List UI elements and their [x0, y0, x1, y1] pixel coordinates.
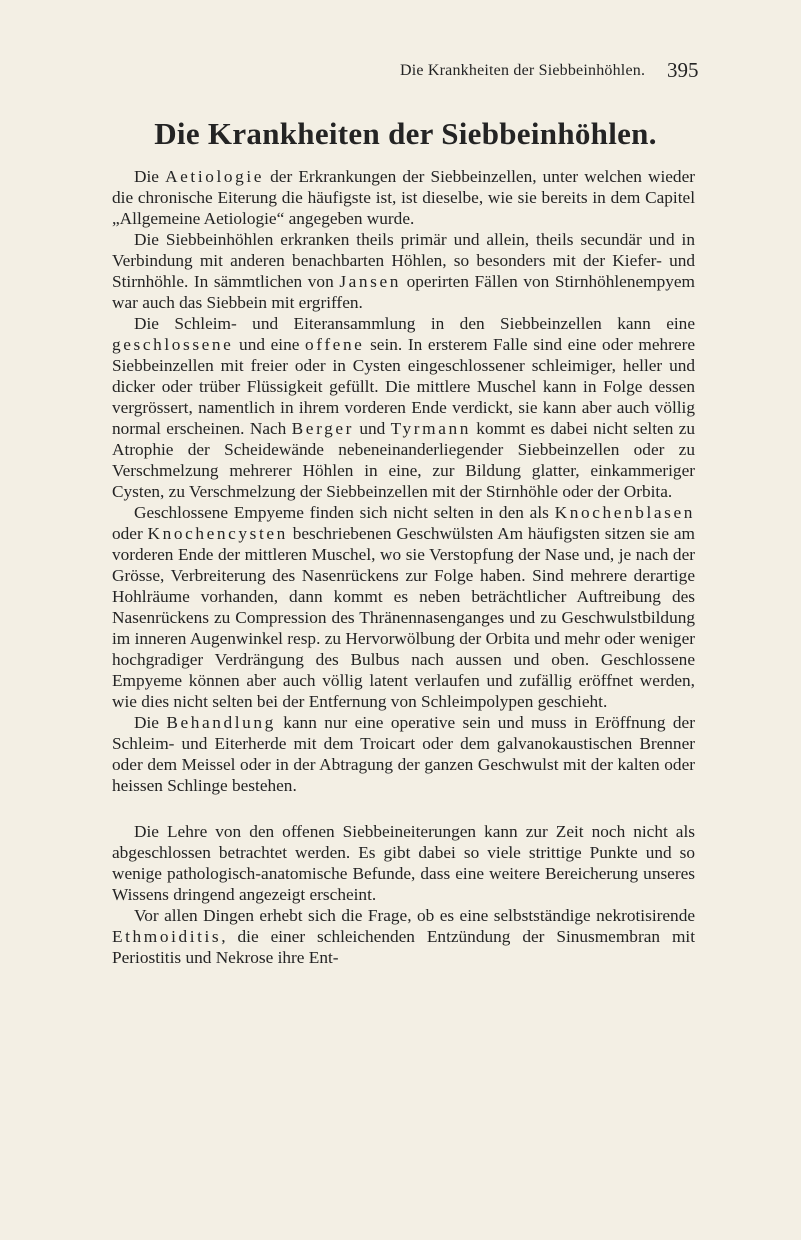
- spaced-term: Knochenblasen: [554, 503, 695, 522]
- text-run: , die einer schleichenden Entzündung der Sinusmembran mit Periostitis und Nekrose ihre Ent-: [112, 927, 695, 967]
- spaced-term: Behandlung: [166, 713, 276, 732]
- text-run: Geschlossene Empyeme finden sich nicht selten in den als: [134, 503, 555, 522]
- text-run: Die Siebbeinhöhlen erkranken theils primär und allein, theils secundär und in Verbindung mit anderen benachbarten Höhlen, so besonders mit der Kiefer- und Stirnhöhle. In sämmtlichen von: [112, 230, 695, 291]
- text-run: operirten Fällen von Stirnhöhlenempyem war auch das Siebbein mit ergriffen.: [112, 272, 695, 312]
- paragraph-primary-secondary: [112, 229, 695, 313]
- spaced-term: Aetiologie: [165, 167, 265, 186]
- paragraph-accumulation: [112, 313, 695, 502]
- running-head: Die Krankheiten der Siebbeinhöhlen.: [400, 62, 646, 79]
- text-run: kann nur eine operative sein und muss in Eröffnung der Schleim- und Eiterherde mit dem Troicart oder dem galvanokaustischen Brenner oder dem Meissel oder in der Abtragung der ganzen Geschwulst mit der kalten oder heissen Schlinge bestehen.: [112, 713, 695, 795]
- author-name: Tyrmann: [390, 419, 471, 438]
- text-run: Die Lehre von den offenen Siebbeineiterungen kann zur Zeit noch nicht als abgeschlossen betrachtet werden. Es gibt dabei so viele strittige Punkte und so wenige pathologisch-anatomische Befunde, dass eine weitere Bereicherung unseres Wissens dringend angezeigt erscheint.: [112, 822, 695, 904]
- chapter-title: Die Krankheiten der Siebbeinhöhlen.: [154, 116, 657, 151]
- paragraph-closed-empyema: [112, 502, 695, 712]
- body-text: [112, 166, 695, 968]
- text-run: Die: [134, 167, 166, 186]
- section-break: [112, 796, 695, 821]
- paragraph-open-suppuration: [112, 821, 695, 905]
- page-number: 395: [667, 58, 699, 82]
- author-name: Berger: [291, 419, 354, 438]
- spaced-term: Ethmoiditis: [112, 927, 222, 946]
- text-run: der Erkrankungen der Siebbeinzellen, unter welchen wieder die chronische Eiterung die häufigste ist, ist dieselbe, wie sie bereits in dem Capitel „Allgemeine Aetiologie“ angegeben wurde.: [112, 167, 695, 228]
- text-run: kommt es dabei nicht selten zu Atrophie der Scheidewände nebeneinanderliegender Siebbeinzellen oder zu Verschmelzung mehrerer Höhlen in eine, zur Bildung glatter, einkammeriger Cysten, zu Verschmelzung der Siebbeinzellen mit der Stirnhöhle oder der Orbita.: [112, 419, 696, 501]
- spaced-term: geschlossene: [112, 335, 234, 354]
- spaced-term: offene: [305, 335, 365, 354]
- text-run: Die: [134, 713, 167, 732]
- author-name: Jansen: [339, 272, 401, 291]
- spaced-term: Knochencysten: [147, 524, 288, 543]
- text-run: oder: [112, 524, 148, 543]
- paragraph-aetiology: [112, 166, 695, 229]
- paragraph-ethmoiditis: [112, 905, 695, 968]
- text-run: und eine: [233, 335, 306, 354]
- text-run: Vor allen Dingen erhebt sich die Frage, ob es eine selbstständige nekrotisirende: [134, 906, 695, 925]
- paragraph-treatment: [112, 712, 695, 796]
- text-run: beschriebenen Geschwülsten Am häufigsten sitzen sie am vorderen Ende der mittleren Muschel, wo sie Verstopfung der Nase und, je nach der Grösse, Verbreiterung des Nasenrückens zur Folge haben. Sind mehrere derartige Hohlräume vorhanden, dann kommt es neben beträchtlicher Auftreibung des Nasenrückens zu Compression des Thränennasenganges und zu Geschwulstbildung im inneren Augenwinkel resp. zu Hervorwölbung der Orbita und mehr oder weniger hochgradiger Verdrängung des Bulbus nach aussen und oben. Geschlossene Empyeme können aber auch völlig latent verlaufen und zufällig eröffnet werden, wie dies nicht selten bei der Entfernung von Schleimpolypen geschieht.: [112, 524, 695, 711]
- text-run: Die Schleim- und Eiteransammlung in den Siebbeinzellen kann eine: [134, 314, 695, 333]
- text-run: sein. In ersterem Falle sind eine oder mehrere Siebbeinzellen mit freier oder in Cysten eingeschlossener schleimiger, heller und dicker oder trüber Flüssigkeit gefüllt. Die mittlere Muschel kann in Folge dessen vergrössert, namentlich in ihrem vorderen Ende verdickt, sie kann aber auch völlig normal erscheinen. Nach: [112, 335, 695, 438]
- text-run: und: [353, 419, 391, 438]
